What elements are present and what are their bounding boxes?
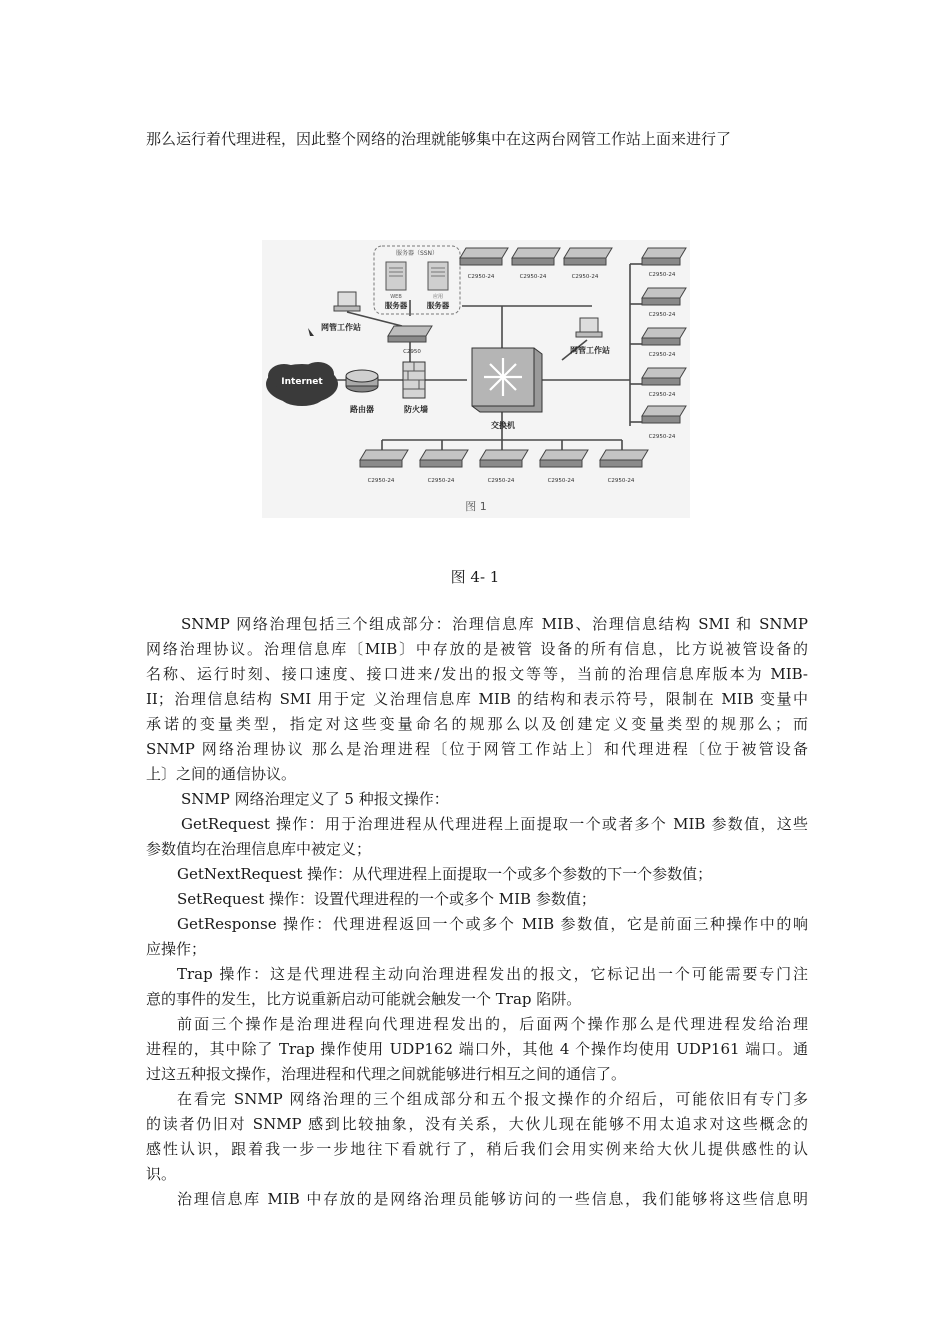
web-server-label: 服务器 (384, 301, 408, 310)
paragraph-line: 感性认识，跟着我一步一步地往下看就行了，稍后我们会用实例来给大伙儿提供感性的认 (146, 1140, 808, 1158)
top-switch-label: C2950-24 (467, 274, 495, 280)
c2950-label: C2950 (403, 349, 421, 355)
paragraph-line: 名称、运行时刻、接口速度、接口进来/发出的报文等等，当前的治理信息库版本为 MIB- (146, 665, 808, 683)
paragraph-line: II；治理信息结构 SMI 用于定 义治理信息库 MIB 的结构和表示符号，限制在 MIB 变量中 (146, 690, 808, 708)
paragraph-line: 过这五种报文操作，治理进程和代理之间就能够进行相互之间的通信了。 (146, 1065, 627, 1083)
paragraph-line: SNMP 网络治理包括三个组成部分：治理信息库 MIB、治理信息结构 SMI 和 SNMP (181, 615, 808, 633)
app-server-sub: 应用 (432, 294, 444, 300)
router-label: 路由器 (350, 405, 374, 414)
paragraph-line: SetRequest 操作：设置代理进程的一个或多个 MIB 参数值； (177, 890, 596, 908)
app-server-label: 服务器 (426, 301, 450, 310)
router-icon (346, 370, 378, 392)
paragraph-line: SNMP 网络治理定义了 5 种报文操作： (181, 790, 449, 808)
server-group-label: 服务器（SSN） (395, 250, 439, 257)
workstation-right-label: 网管工作站 (570, 346, 610, 355)
workstation-right-icon (576, 318, 602, 337)
core-switch-icon (472, 348, 542, 412)
bottom-switch-label: C2950-24 (427, 478, 455, 484)
paragraph-line: Trap 操作：这是代理进程主动向治理进程发出的报文，它标记出一个可能需要专门注 (177, 965, 808, 983)
paragraph-line: 进程的，其中除了 Trap 操作使用 UDP162 端口外，其他 4 个操作均使用 UDP161 端口。通 (146, 1040, 808, 1058)
c2950-switch-icon (388, 326, 432, 342)
paragraph-line: 在看完 SNMP 网络治理的三个组成部分和五个报文操作的介绍后，可能依旧有专门多 (177, 1090, 808, 1108)
bottom-switch-label: C2950-24 (607, 478, 635, 484)
workstation-left-label: 网管工作站 (321, 323, 361, 332)
bottom-switch-label: C2950-24 (367, 478, 395, 484)
right-switch-label: C2950-24 (648, 434, 676, 440)
paragraph-line: 参数值均在治理信息库中被定义； (146, 840, 372, 858)
top-switch-label: C2950-24 (571, 274, 599, 280)
app-server-icon (428, 262, 448, 290)
paragraph-line: 应操作； (146, 940, 207, 958)
paragraph-line: GetResponse 操作：代理进程返回一个或多个 MIB 参数值，它是前面三种操作中的响 (177, 915, 808, 933)
core-switch-label: 交换机 (491, 421, 515, 430)
web-server-sub: WEB (390, 294, 402, 300)
internet-label: Internet (281, 377, 323, 387)
paragraph-line: 的读者仍旧对 SNMP 感到比较抽象，没有关系，大伙儿现在能够不用太追求对这些概念的 (146, 1115, 808, 1133)
right-switch-label: C2950-24 (648, 392, 676, 398)
bottom-switch-label: C2950-24 (487, 478, 515, 484)
bottom-switch-label: C2950-24 (547, 478, 575, 484)
right-switch-label: C2950-24 (648, 352, 676, 358)
paragraph-line: GetNextRequest 操作：从代理进程上面提取一个或多个参数的下一个参数值； (177, 865, 713, 883)
firewall-icon (403, 362, 425, 398)
paragraph-line: 识。 (146, 1165, 177, 1183)
paragraph-line: 上〕之间的通信协议。 (146, 765, 297, 783)
paragraph-line: 前面三个操作是治理进程向代理进程发出的，后面两个操作那么是代理进程发给治理 (177, 1015, 808, 1033)
paragraph-line: SNMP 网络治理协议 那么是治理进程〔位于网管工作站上〕和代理进程〔位于被管设备 (146, 740, 808, 758)
paragraph-line: 承诺的变量类型，指定对这些变量命名的规那么以及创建定义变量类型的规那么；而 (146, 715, 808, 733)
paragraph-line: GetRequest 操作：用于治理进程从代理进程上面提取一个或者多个 MIB 参数值，这些 (181, 815, 808, 833)
paragraph-line: 治理信息库 MIB 中存放的是网络治理员能够访问的一些信息，我们能够将这些信息明 (177, 1190, 808, 1208)
right-switch-label: C2950-24 (648, 272, 676, 278)
figure-caption: 图 4- 1 (450, 568, 500, 586)
intro-line: 那么运行着代理进程，因此整个网络的治理就能够集中在这两台网管工作站上面来进行了 (146, 130, 732, 148)
web-server-icon (386, 262, 406, 290)
paragraph-line: 网络治理协议。治理信息库〔MIB〕中存放的是被管 设备的所有信息，比方说被管设备的 (146, 640, 808, 658)
figure-inner-caption: 图 1 (465, 500, 487, 513)
firewall-label: 防火墙 (404, 405, 428, 414)
top-switch-label: C2950-24 (519, 274, 547, 280)
right-switch-label: C2950-24 (648, 312, 676, 318)
paragraph-line: 意的事件的发生，比方说重新启动可能就会触发一个 Trap 陷阱。 (146, 990, 582, 1008)
network-diagram-figure (262, 240, 690, 518)
